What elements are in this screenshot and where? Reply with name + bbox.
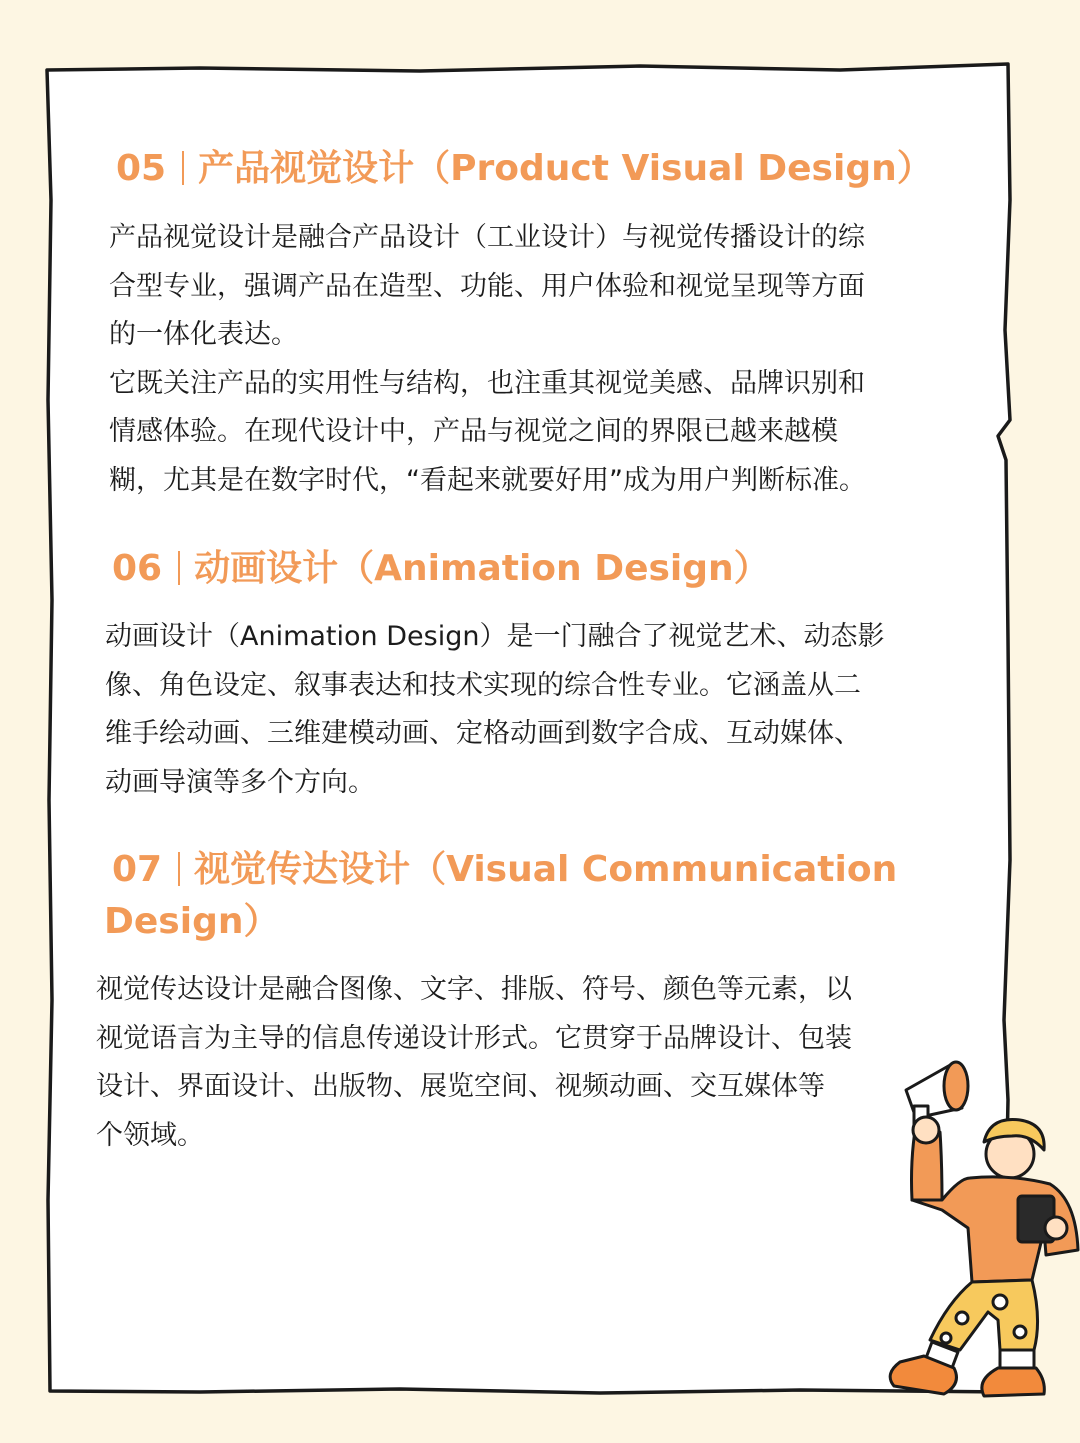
megaphone-person-illustration: [850, 1050, 1080, 1410]
heading-divider: [182, 151, 184, 185]
section-07-title-line1: 视觉传达设计（Visual Communication: [194, 849, 898, 890]
section-06-heading: [112, 543, 770, 595]
section-07-number: 07: [112, 849, 163, 890]
section-07-heading: [112, 844, 897, 896]
section-06-body: 动画设计（Animation Design）是一门融合了视觉艺术、动态影 像、角色设定、叙事表达和技术实现的综合性专业。它涵盖从二 维手绘动画、三维建模动画、定格动画到数字合成、互动媒体、 动画导演等多个方向。: [105, 621, 885, 798]
section-07-body: 视觉传达设计是融合图像、文字、排版、符号、颜色等元素，以 视觉语言为主导的信息传递设计形式。它贯穿于品牌设计、包装 设计、界面设计、出版物、展览空间、视频动画、交互媒体等 个领域。: [96, 974, 852, 1151]
section-07-heading-line2: [104, 896, 279, 948]
section-05-title: 产品视觉设计（Product Visual Design）: [198, 148, 933, 189]
section-05-body: 产品视觉设计是融合产品设计（工业设计）与视觉传播设计的综 合型专业，强调产品在造型、功能、用户体验和视觉呈现等方面 的一体化表达。 它既关注产品的实用性与结构，也注重其视觉美感、品牌识别和 情感体验。在现代设计中，产品与视觉之间的界限已越来越模 糊，尤其是在数字时代，“看起来就要好用”成为用户判断标准。: [109, 222, 866, 496]
heading-divider: [178, 852, 180, 886]
section-05-heading: [116, 143, 933, 195]
section-05-number: 05: [116, 148, 167, 189]
heading-divider: [178, 551, 180, 585]
section-06-number: 06: [112, 548, 163, 589]
section-06-title: 动画设计（Animation Design）: [194, 548, 770, 589]
section-07-title-line2: Design）: [104, 901, 280, 942]
